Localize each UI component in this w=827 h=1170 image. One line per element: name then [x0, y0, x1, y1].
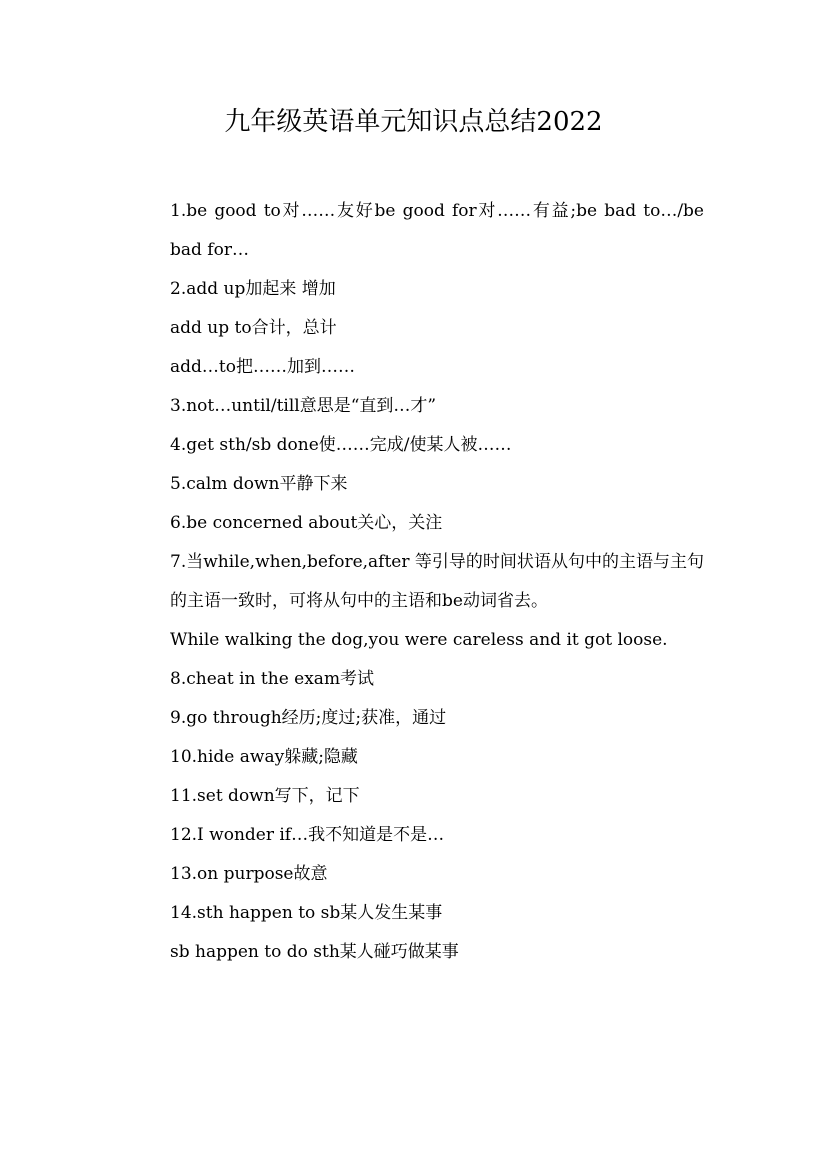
paragraph-8: 6.be concerned about关心，关注 [170, 513, 443, 533]
paragraph-15: 12.I wonder if…我不知道是不是… [170, 825, 445, 845]
paragraph-7: 5.calm down平静下来 [170, 474, 348, 494]
document-title: 九年级英语单元知识点总结2022 [224, 107, 603, 137]
paragraph-12: 9.go through经历;度过;获准，通过 [170, 708, 447, 728]
paragraph-4: add…to把……加到…… [170, 357, 355, 377]
paragraph-18: sb happen to do sth某人碰巧做某事 [170, 942, 459, 962]
paragraph-5: 3.not…until/till意思是“直到…才” [170, 396, 437, 416]
paragraph-17: 14.sth happen to sb某人发生某事 [170, 903, 443, 923]
paragraph-16: 13.on purpose故意 [170, 864, 328, 884]
paragraph-1: 1.be good to对……友好be good for对……有益;be bad to…/be bad for… [170, 201, 704, 260]
paragraph-2: 2.add up加起来 增加 [170, 279, 336, 299]
paragraph-3: add up to合计，总计 [170, 318, 337, 338]
document-body [126, 192, 704, 972]
paragraph-10: While walking the dog,you were careless and it got loose. [170, 630, 668, 650]
paragraph-6: 4.get sth/sb done使……完成/使某人被…… [170, 435, 512, 455]
paragraph-13: 10.hide away躲藏;隐藏 [170, 747, 358, 767]
paragraph-11: 8.cheat in the exam考试 [170, 669, 375, 689]
paragraph-14: 11.set down写下，记下 [170, 786, 360, 806]
paragraph-9: 7.当while,when,before,after 等引导的时间状语从句中的主语与主句的主语一致时，可将从句中的主语和be动词省去。 [170, 552, 704, 611]
